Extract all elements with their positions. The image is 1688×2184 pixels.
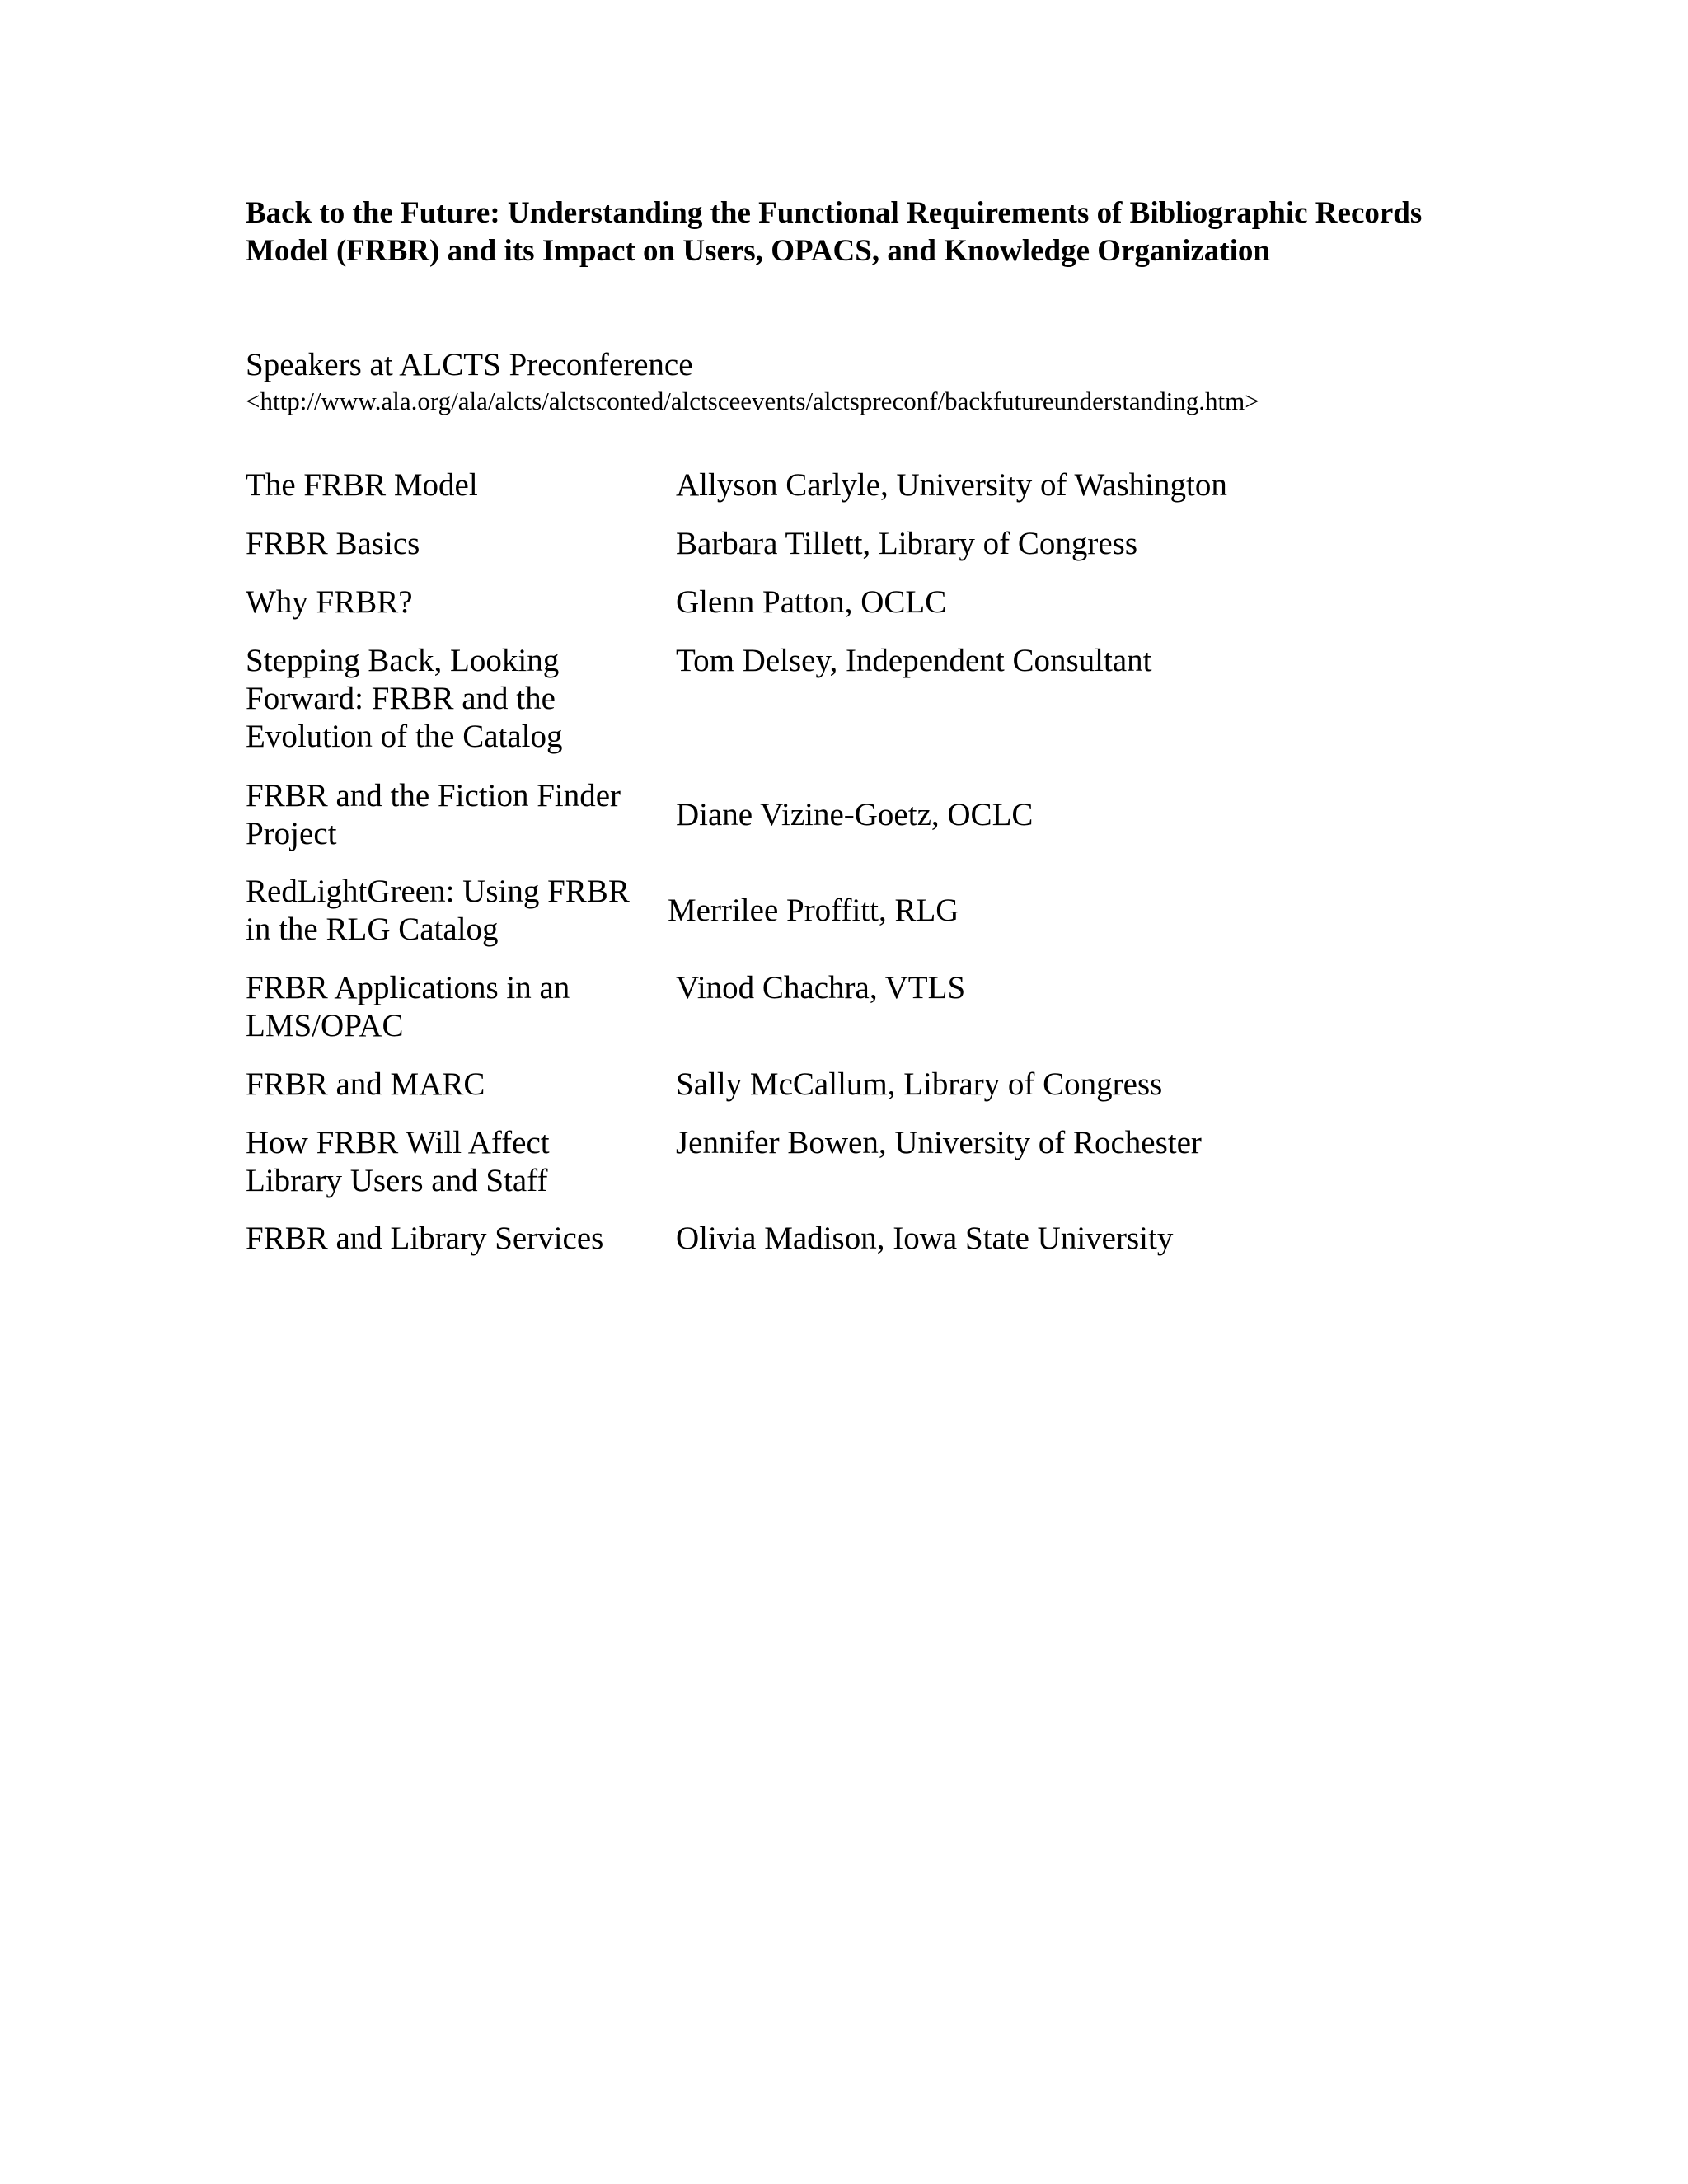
session-speaker: Diane Vizine-Goetz, OCLC — [676, 797, 1034, 832]
session-speaker: Vinod Chachra, VTLS — [676, 970, 966, 1005]
session-speaker: Allyson Carlyle, University of Washington — [676, 467, 1227, 503]
session-speaker: Glenn Patton, OCLC — [676, 584, 947, 620]
session-topic: FRBR and the Fiction Finder Project — [246, 778, 621, 851]
session-topic: How FRBR Will Affect Library Users and Staff — [246, 1125, 550, 1198]
session-speaker: Barbara Tillett, Library of Congress — [676, 526, 1137, 561]
session-topic: The FRBR Model — [246, 467, 478, 503]
session-speaker: Olivia Madison, Iowa State University — [676, 1221, 1174, 1256]
session-speaker: Jennifer Bowen, University of Rochester — [676, 1125, 1202, 1160]
session-speaker: Tom Delsey, Independent Consultant — [676, 643, 1152, 678]
session-topic: Why FRBR? — [246, 584, 413, 620]
session-topic: FRBR Applications in an LMS/OPAC — [246, 970, 570, 1043]
session-topic: RedLightGreen: Using FRBR in the RLG Catalog — [246, 874, 630, 947]
session-topic: Stepping Back, Looking Forward: FRBR and the Evolution of the Catalog — [246, 643, 563, 754]
source-url: <http://www.ala.org/ala/alcts/alctsconted/alctsceevents/alctspreconf/backfutureunderstanding.htm> — [246, 387, 1259, 415]
document-subtitle: Speakers at ALCTS Preconference — [246, 347, 693, 382]
session-speaker: Merrilee Proffitt, RLG — [668, 893, 959, 928]
speaker-list — [246, 0, 1482, 2184]
session-topic: FRBR and MARC — [246, 1066, 485, 1102]
session-topic: FRBR and Library Services — [246, 1221, 604, 1256]
document-title: Back to the Future: Understanding the Functional Requirements of Bibliographic Records Model (FRBR) and its Impact on Users, OPACS, and Knowledge Organization — [246, 196, 1423, 268]
session-topic: FRBR Basics — [246, 526, 420, 561]
session-speaker: Sally McCallum, Library of Congress — [676, 1066, 1163, 1102]
